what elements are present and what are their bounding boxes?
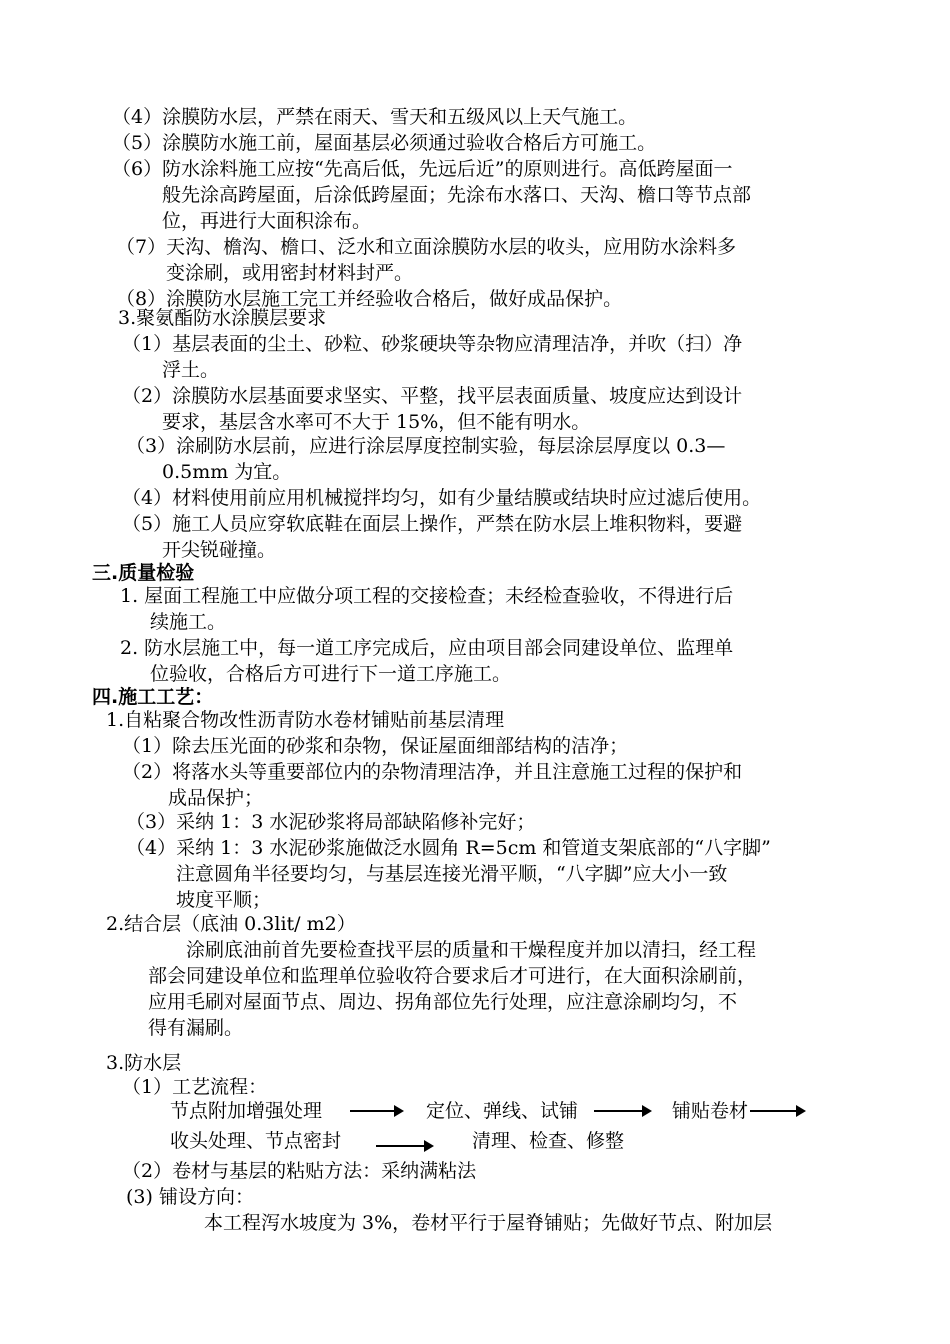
text-line: 0.5mm 为宜。 (162, 461, 292, 483)
text-line: （3）采纳 1：3 水泥砂浆将局部缺陷修补完好； (126, 811, 536, 833)
section-heading: 四.施工工艺： (92, 686, 214, 708)
text-line: （4）采纳 1：3 水泥砂浆施做泛水圆角 R=5cm 和管道支架底部的“八字脚” (126, 837, 771, 859)
text-line: 成品保护； (168, 787, 264, 809)
text-line: 1. 屋面工程施工中应做分项工程的交接检查；未经检查验收，不得进行后 (120, 585, 734, 607)
text-line: （4）涂膜防水层，严禁在雨天、雪天和五级风以上天气施工。 (112, 106, 638, 128)
text-line: （5）涂膜防水施工前，屋面基层必须通过验收合格后方可施工。 (112, 132, 657, 154)
text-line: （6）防水涂料施工应按“先高后低，先远后近”的原则进行。高低跨屋面一 (112, 158, 733, 180)
text-line: （2）涂膜防水层基面要求坚实、平整，找平层表面质量、坡度应达到设计 (122, 385, 743, 407)
flow-arrow-icon (350, 1110, 402, 1112)
text-line: 位验收，合格后方可进行下一道工序施工。 (150, 663, 512, 685)
section-heading: 三.质量检验 (92, 562, 195, 584)
text-line: 部会同建设单位和监理单位验收符合要求后才可进行，在大面积涂刷前， (148, 965, 757, 987)
text-line: 浮土。 (162, 359, 220, 381)
text-line: 应用毛刷对屋面节点、周边、拐角部位先行处理，应注意涂刷均匀，不 (148, 991, 738, 1013)
flow-arrow-icon (376, 1145, 432, 1147)
text-line: （3）涂刷防水层前，应进行涂层厚度控制实验，每层涂层厚度以 0.3— (126, 435, 726, 457)
flow-step: 定位、弹线、试铺 (426, 1100, 579, 1122)
text-line: （7）天沟、檐沟、檐口、泛水和立面涂膜防水层的收头，应用防水涂料多 (116, 236, 737, 258)
text-line: 位，再进行大面积涂布。 (162, 210, 372, 232)
text-line: （8）涂膜防水层施工完工并经验收合格后，做好成品保护。 (116, 288, 623, 310)
text-line: （1）除去压光面的砂浆和杂物，保证屋面细部结构的洁净； (122, 735, 629, 757)
text-line: （1）基层表面的尘土、砂粒、砂浆硬块等杂物应清理洁净，并吹（扫）净 (122, 333, 743, 355)
text-line: (3) 铺设方向： (126, 1186, 254, 1208)
text-line: （2）卷材与基层的粘贴方法：采纳满粘法 (122, 1160, 477, 1182)
flow-arrow-icon (750, 1110, 804, 1112)
text-line: 注意圆角半径要均匀，与基层连接光滑平顺，“八字脚”应大小一致 (176, 863, 728, 885)
flow-step: 清理、检查、修整 (472, 1130, 625, 1152)
flow-arrow-icon (594, 1110, 650, 1112)
text-line: 变涂刷，或用密封材料封严。 (166, 262, 414, 284)
section-subheading: 3.聚氨酯防水涂膜层要求 (118, 307, 327, 329)
text-line: 续施工。 (150, 611, 227, 633)
text-line: 坡度平顺； (176, 889, 272, 911)
text-line: 本工程泻水坡度为 3%，卷材平行于屋脊铺贴；先做好节点、附加层 (204, 1212, 773, 1234)
text-line: 得有漏刷。 (148, 1017, 244, 1039)
text-line: 涂刷底油前首先要检查找平层的质量和干燥程度并加以清扫，经工程 (186, 939, 757, 961)
text-line: 般先涂高跨屋面，后涂低跨屋面；先涂布水落口、天沟、檐口等节点部 (162, 184, 752, 206)
text-line: 要求，基层含水率可不大于 15%，但不能有明水。 (162, 411, 591, 433)
section-subheading: 2.结合层（底油 0.3lit/ m2） (106, 913, 356, 935)
flow-step: 节点附加增强处理 (170, 1100, 323, 1122)
section-subheading: 1.自粘聚合物改性沥青防水卷材铺贴前基层清理 (106, 709, 505, 731)
flow-step: 收头处理、节点密封 (170, 1130, 342, 1152)
text-line: （4）材料使用前应用机械搅拌均匀，如有少量结膜或结块时应过滤后使用。 (122, 487, 762, 509)
flow-step: 铺贴卷材 (672, 1100, 749, 1122)
text-line: （5）施工人员应穿软底鞋在面层上操作，严禁在防水层上堆积物料，要避 (122, 513, 743, 535)
text-line: （1）工艺流程： (122, 1076, 268, 1098)
section-subheading: 3.防水层 (106, 1052, 182, 1074)
text-line: 2. 防水层施工中，每一道工序完成后，应由项目部会同建设单位、监理单 (120, 637, 734, 659)
text-line: 开尖锐碰撞。 (162, 539, 277, 561)
text-line: （2）将落水头等重要部位内的杂物清理洁净，并且注意施工过程的保护和 (122, 761, 743, 783)
